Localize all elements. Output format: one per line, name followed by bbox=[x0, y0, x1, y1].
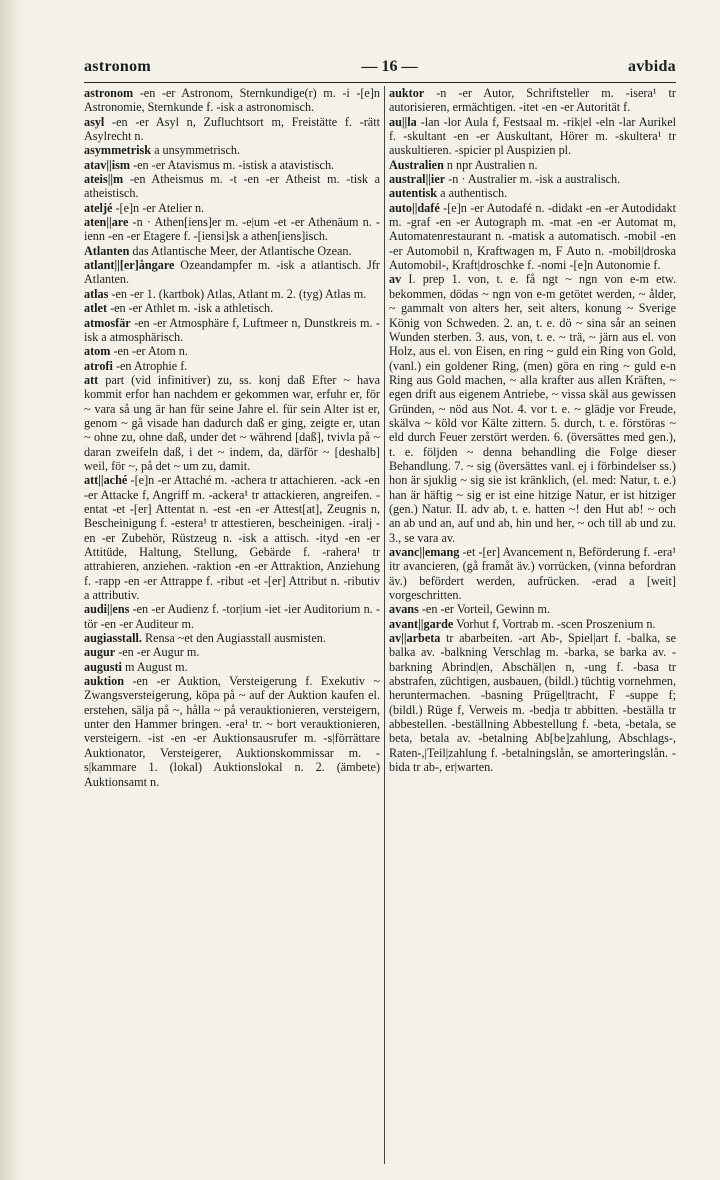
dictionary-entry bbox=[389, 631, 676, 774]
entry-definition: -en -er Atom n. bbox=[110, 344, 188, 359]
entry-definition: a unsymmetrisch. bbox=[151, 143, 241, 158]
entry-definition: -en -er Vorteil, Gewinn m. bbox=[418, 602, 551, 617]
dictionary-entry bbox=[84, 473, 380, 602]
left-column bbox=[84, 86, 384, 1164]
entry-definition: -en -er Audienz f. -tor|ium -iet -ier Auditorium n. -tör -en -er Auditeur m. bbox=[84, 602, 380, 631]
entry-definition: Vorhut f, Vortrab m. -scen Proszenium n. bbox=[453, 616, 656, 631]
dictionary-entry bbox=[84, 172, 380, 201]
dictionary-entry bbox=[84, 287, 380, 301]
entry-headword: auto||dafé bbox=[389, 200, 440, 215]
page-number: — 16 — bbox=[361, 58, 418, 75]
dictionary-entry bbox=[84, 258, 380, 287]
dictionary-entry bbox=[84, 301, 380, 315]
entry-definition: n npr Australien n. bbox=[443, 157, 538, 172]
header-right-guideword: avbida bbox=[627, 58, 676, 75]
entry-headword: aten||are bbox=[84, 215, 129, 230]
entry-headword: augusti bbox=[84, 659, 122, 674]
header-rule bbox=[84, 82, 676, 83]
entry-definition: I. prep 1. von, t. e. få ngt ~ ngn von e-m etw. bekommen, dödas ~ ngn von e-m getötet werden, ~ ålder, ~ gammalt von alters her, seit alters, konung ~ Sverige König von Schweden. 2. an, t. e. dö ~ sina sår an seinen Wunden sterben. 3. aus, von, t. e. ~ trä, ~ järn aus el. von Holz, aus el. von Eisen, en ring ~ guld ein Ring von Gold, (vanl.) ein goldener Ring, (men) göra en ring ~ guld e-n Ring aus Gold machen, ~ alla krafter aus allen Kräften, ~ egen drift aus eigenem Antriebe, ~ vissa skäl aus gewissen Gründen, ~ nöd aus Not. 4. vor t. e. ~ glädje vor Freude, skälva ~ köld vor Kälte zittern. 5. durch, t. e. förstöras ~ eld durch Feuer zerstört werden. 6. (översättes med gen.), t. e. följden ~ denna behandling die Folge dieser Behandlung. 7. ~ sig (översättes vanl. ej i förbindelser ss.) hon är sjuklig ~ sig sie ist kränklich, (el. med: Natur, t. e.) han är häftig ~ sig er ist eine hitzige Natur, er ist hitziger (gen.) Natur. II. adv ab, t. e. hatten ~! den Hut ab! ~ och an ab und an, auf und ab, hin und her, ~ och till ab und zu. 3., se vara av. bbox=[389, 272, 676, 545]
dictionary-entry bbox=[84, 158, 380, 172]
entry-definition: -en -er Auktion, Versteigerung f. Exekutiv ~ Zwangsversteigerung, köpa på ~ auf der Auktion kaufen el. erstehen, sälja på ~, hålla ~ på verauktionieren, versteigern, unter den Hammer bringen. -era¹ tr. ~ bort verauktionieren, versteigern. -ist -en -er Auktionsausrufer m. -s|förrättare Auktionator, Versteigerer, Auktionskommissar m. -s|kammare 1. (lokal) Auktionslokal n. 2. (ämbete) Auktionsamt n. bbox=[84, 674, 380, 789]
entry-columns bbox=[84, 86, 676, 1164]
entry-definition: -lan -lor Aula f, Festsaal m. -rik|el -eln -lar Aurikel f. -skultant -en -er Auskultant, Hörer m. -skultera¹ tr auskultieren. -spicier pl Auspizien pl. bbox=[389, 114, 676, 158]
entry-headword: augur bbox=[84, 645, 116, 660]
dictionary-entry bbox=[84, 115, 380, 144]
dictionary-entry bbox=[389, 545, 676, 602]
dictionary-entry bbox=[84, 244, 380, 258]
entry-headword: atlas bbox=[84, 286, 109, 301]
dictionary-entry bbox=[84, 645, 380, 659]
entry-headword: atmosfär bbox=[84, 315, 131, 330]
entry-headword: av bbox=[389, 272, 402, 287]
entry-headword: atom bbox=[84, 344, 111, 359]
dictionary-entry bbox=[84, 602, 380, 631]
entry-headword: audi||ens bbox=[84, 602, 130, 617]
entry-headword: ateljé bbox=[84, 200, 113, 215]
entry-definition: Rensa ~et den Augiasstall ausmisten. bbox=[141, 631, 326, 646]
dictionary-entry bbox=[84, 373, 380, 473]
entry-headword: auktor bbox=[389, 86, 425, 100]
entry-headword: au||la bbox=[389, 114, 417, 129]
dictionary-entry bbox=[84, 674, 380, 789]
entry-definition: -en -er Augur m. bbox=[115, 645, 200, 660]
entry-headword: atlet bbox=[84, 301, 108, 316]
entry-definition: m August m. bbox=[121, 659, 188, 674]
entry-definition: -en Atrophie f. bbox=[112, 358, 188, 373]
entry-headword: Atlanten bbox=[84, 243, 130, 258]
entry-definition: -n · Athen[iens]er m. -e|um -et -er Athenäum n. -ienn -en -er Etagere f. -[iensi]sk a athen[iens]isch. bbox=[84, 215, 380, 244]
page-binding-shadow bbox=[0, 0, 22, 1180]
entry-headword: av||arbeta bbox=[389, 631, 441, 646]
dictionary-entry bbox=[84, 143, 380, 157]
entry-definition: -en Atheismus m. -t -en -er Atheist m. -tisk a atheistisch. bbox=[84, 172, 380, 201]
entry-definition: Ozeandampfer m. -isk a atlantisch. Jfr Atlanten. bbox=[84, 258, 380, 287]
entry-definition: tr abarbeiten. -art Ab-, Spiel|art f. -balka, se balka av. -balkning Verschlag m. -barka, se barka av. -barkning Abrind|en, Abschäl|en n, -ung f. -basa tr abstrafen, züchtigen, ausbauen, (bildl.) tüchtig vornehmen, heruntermachen. -basning Prügel|tracht, F -suppe f; (bildl.) Rüge f, Verweis m. -bedja tr abbitten. -beställa tr abbestellen. -beställning Abbestellung f. -beta, -betala, se beta, betala av. -betalning Ab[be]zahlung, Abschlags-, Raten-,|Teil|zahlung f. -betalningslån, se amorteringslån. -bida tr ab-, er|warten. bbox=[389, 631, 676, 775]
dictionary-entry bbox=[389, 201, 676, 273]
entry-definition: a authentisch. bbox=[437, 186, 508, 201]
entry-headword: att||aché bbox=[84, 473, 128, 488]
entry-definition: -en -er Atavismus m. -istisk a atavistisch. bbox=[130, 157, 335, 172]
entry-headword: ateis||m bbox=[84, 172, 124, 187]
entry-headword: asymmetrisk bbox=[84, 143, 152, 158]
entry-definition: -[e]n -er Attaché m. -achera tr attachieren. -ack -en -er Attacke f, Angriff m. -ackera¹ tr attackieren, angreifen. -entat -et -[er] Attentat n. -est -en -er Attest[at], Zeugnis n, Bescheinigung f. -estera¹ tr attestieren, bescheinigen. -iralj -en -er Zubehör, Rüstzeug n. -isk a attisch. -ityd -en -er Attitüde, Haltung, Stellung, Gebärde f. -rahera¹ tr attrahieren, anziehen. -raktion -en -er Attraktion, Anziehung f. -rapp -en -er Attrappe f. -ribut -et -[er] Attribut n. -ributiv a attributiv. bbox=[84, 473, 380, 603]
dictionary-entry bbox=[84, 660, 380, 674]
entry-headword: att bbox=[84, 372, 99, 387]
entry-headword: avans bbox=[389, 602, 419, 617]
entry-definition: das Atlantische Meer, der Atlantische Ozean. bbox=[129, 243, 352, 258]
header-left-guideword: astronom bbox=[84, 58, 151, 75]
entry-definition: -en -er Athlet m. -isk a athletisch. bbox=[107, 301, 274, 316]
entry-headword: austral||ier bbox=[389, 172, 446, 187]
dictionary-entry bbox=[84, 215, 380, 244]
entry-headword: atav||ism bbox=[84, 157, 130, 172]
entry-definition: -en -er Atmosphäre f, Luftmeer n, Dunstkreis m. -isk a atmosphärisch. bbox=[84, 315, 380, 344]
dictionary-entry bbox=[389, 617, 676, 631]
entry-headword: avant||garde bbox=[389, 616, 454, 631]
dictionary-entry bbox=[389, 186, 676, 200]
entry-definition: -n · Australier m. -isk a australisch. bbox=[445, 172, 621, 187]
entry-definition: -et -[er] Avancement n, Beförderung f. -era¹ itr avancieren, (gå framåt äv.) vorrücken, (vinna befordran äv.) befördert werden, aufrücken. -erad a [weit] vorgeschritten. bbox=[389, 545, 676, 603]
entry-definition: -en -er Asyl n, Zufluchtsort m, Freistätte f. -rätt Asylrecht n. bbox=[84, 114, 380, 144]
dictionary-entry bbox=[84, 316, 380, 345]
dictionary-entry bbox=[389, 158, 676, 172]
entry-headword: asyl bbox=[84, 114, 105, 129]
entry-definition: -en -er 1. (kartbok) Atlas, Atlant m. 2. (tyg) Atlas m. bbox=[108, 286, 367, 301]
dictionary-entry bbox=[389, 115, 676, 158]
dictionary-entry bbox=[389, 272, 676, 545]
dictionary-entry bbox=[84, 201, 380, 215]
entry-definition: -n -er Autor, Schriftsteller m. -isera¹ tr autorisieren, ermächtigen. -itet -en -er Autorität f. bbox=[389, 86, 676, 115]
dictionary-entry bbox=[84, 344, 380, 358]
entry-definition: -en -er Astronom, Sternkundige(r) m. -i -[e]n Astronomie, Sternkunde f. -isk a astronomisch. bbox=[84, 86, 380, 115]
dictionary-entry bbox=[84, 86, 380, 115]
entry-definition: -[e]n -er Autodafé n. -didakt -en -er Autodidakt m. -graf -en -er Autograph m. -mat -en -er Automat m, Automatenrestaurant n. -matisk a automatisch. -mobil -en -er Automobil n, Kraftwagen m, F Auto n. -mobil|droska Automobil-, Kraft|droschke f. -nomi -[e]n Autonomie f. bbox=[389, 200, 676, 273]
dictionary-entry bbox=[389, 86, 676, 115]
entry-headword: auktion bbox=[84, 674, 124, 689]
dictionary-entry bbox=[389, 602, 676, 616]
entry-headword: autentisk bbox=[389, 186, 438, 201]
entry-definition: part (vid infinitiver) zu, ss. konj daß Efter ~ hava kommit erfor han nachdem er gekommen war, erfuhr er, för ~ vara så ung är han für seine Jahre el. für sein Alter ist er, genom ~ gå visade han dadurch daß er ging, zeigte er, utan ~ ohne zu, ohne daß, under det ~ während [daß], tvivla på ~ daran zweifeln daß, i det ~ indem, da, därför ~ [deshalb] weil, för ~, på det ~ um zu, damit. bbox=[84, 372, 380, 473]
entry-definition: -[e]n -er Atelier n. bbox=[112, 200, 205, 215]
entry-headword: atrofi bbox=[84, 358, 113, 373]
entry-headword: avanc||emang bbox=[389, 545, 460, 559]
entry-headword: astronom bbox=[84, 86, 134, 100]
dictionary-entry bbox=[84, 631, 380, 645]
dictionary-entry bbox=[389, 172, 676, 186]
right-column bbox=[384, 86, 676, 1164]
page-header bbox=[84, 58, 676, 80]
entry-headword: Australien bbox=[389, 157, 444, 172]
entry-headword: augiasstall. bbox=[84, 631, 142, 646]
dictionary-entry bbox=[84, 359, 380, 373]
entry-headword: atlant||[er]ångare bbox=[84, 258, 175, 273]
